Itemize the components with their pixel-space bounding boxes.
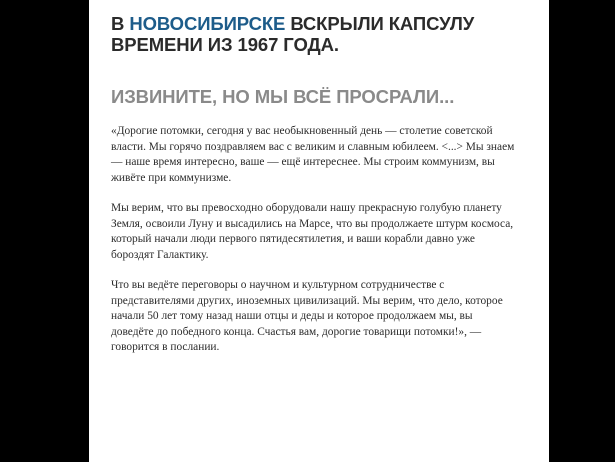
paragraph-line: который начали люди первого пятидесятилетия, и ваши корабли давно уже — [111, 233, 475, 245]
headline-city: НОВОСИБИРСКЕ — [129, 13, 286, 34]
paragraph-line: живёте при коммунизме. — [111, 171, 232, 184]
paragraph-2 — [111, 201, 529, 263]
headline-suffix: ВСКРЫЛИ КАПСУЛУ — [285, 13, 475, 34]
paragraph-line: говорится в послании. — [111, 341, 220, 353]
paragraph-line: — наше время интересно, ваше — ещё интереснее. Мы строим коммунизм, вы — [111, 156, 495, 168]
paragraph-line: начали 50 лет тому назад наши отцы и деды и которое продолжаем мы, вы — [111, 310, 473, 322]
paragraph-3 — [111, 278, 529, 356]
paragraph-line: Мы верим, что вы превосходно оборудовали нашу прекрасную голубую планету — [111, 202, 502, 214]
paragraph-line: бороздят Галактику. — [111, 248, 209, 261]
paragraph-line: представителями других, иноземных цивилизаций. Мы верим, что дело, которое — [111, 294, 503, 307]
paragraph-line: власти. Мы горячо поздравляем вас с великим и славным юбилеем. <...> Мы знаем — [111, 140, 515, 153]
headline-prefix: В — [111, 13, 130, 34]
paragraph-line: доведёте до победного конца. Счастья вам, дорогие товарищи потомки!», — — [111, 325, 482, 338]
headline-line2: ВРЕМЕНИ ИЗ 1967 ГОДА. — [111, 34, 339, 55]
paragraph-line: Земля, освоили Луну и высадились на Марсе, что вы продолжаете штурм космоса, — [111, 217, 514, 230]
paragraph-line: «Дорогие потомки, сегодня у вас необыкновенный день — столетие советской — [111, 125, 493, 137]
headline — [111, 13, 529, 55]
paragraph-1 — [111, 124, 529, 186]
paragraph-line: Что вы ведёте переговоры о научном и культурном сотрудничестве с — [111, 279, 445, 291]
subheadline: ИЗВИНИТЕ, НО МЫ ВСЁ ПРОСРАЛИ... — [111, 86, 455, 107]
article-card — [89, 0, 549, 462]
